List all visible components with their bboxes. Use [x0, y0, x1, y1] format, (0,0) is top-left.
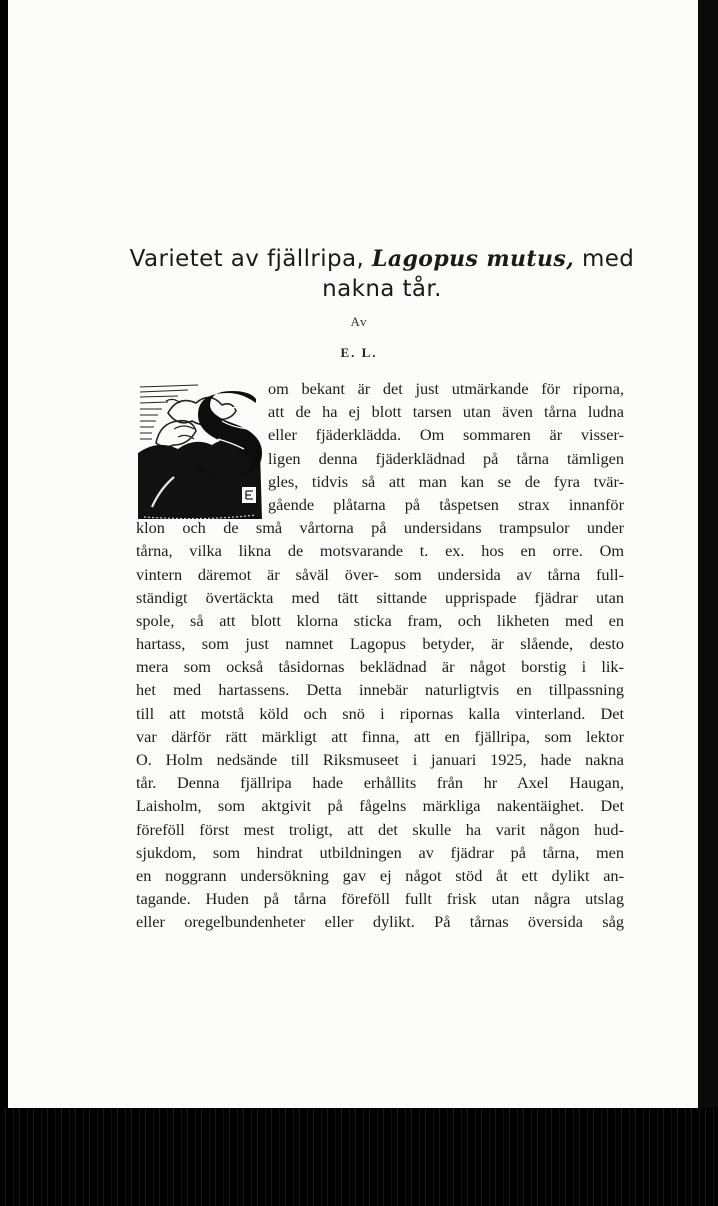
body-line: gående plåtarna på tåspetsen strax innanför [268, 494, 624, 514]
byline-prefix: Av [350, 314, 368, 329]
title-part2: med [574, 246, 635, 272]
body-line: O. Holm nedsände till Riksmuseet i januari 1925, hade nakna [136, 750, 624, 769]
body-line: eller fjäderklädda. Om sommaren är visser- [268, 425, 624, 445]
body-line: het med hartassens. Detta innebär naturligtvis en tillpassning [136, 680, 624, 700]
body-line: sjukdom, som hindrat utbildningen av fjädrar på tårna, men [136, 842, 624, 862]
body-line: om bekant är det just utmärkande för riporna, [268, 379, 624, 398]
title-part1: Varietet av fjällripa, [129, 246, 372, 272]
body-line: gles, tidvis så att man kan se de fyra tvär- [268, 471, 624, 491]
body-line: tagande. Huden på tårna föreföll fullt frisk utan några utslag [136, 889, 624, 909]
title-line2: nakna tår. [322, 276, 442, 302]
body-line: en noggrann undersökning gav ej något stöd åt ett dylikt an- [136, 865, 624, 885]
body-line: till att motstå köld och snö i ripornas kalla vinterland. Det [136, 703, 624, 723]
title-latin-name: Lagopus mutus, [371, 246, 575, 272]
body-line: spole, så att blott klorna sticka fram, och likheten med en [136, 610, 624, 630]
body-line: tår. Denna fjällripa hade erhållits från hr Axel Haugan, [136, 773, 624, 793]
body-line: vintern däremot är såväl över- som undersida av tårna full- [136, 564, 624, 584]
body-line: eller oregelbundenheter eller dylikt. På tårnas översida såg [136, 912, 624, 932]
body-line: klon och de små vårtorna på undersidans trampsulor under [136, 518, 624, 538]
scan-edge-bottom [0, 1108, 718, 1206]
body-line: tårna, vilka likna de motsvarande t. ex. hos en orre. Om [136, 541, 624, 561]
body-line: ständigt övertäckta med tätt sittande upprispade fjädrar utan [136, 587, 624, 607]
article-title [120, 244, 644, 304]
body-line: föreföll först mest troligt, att det skulle ha varit någon hud- [136, 819, 624, 839]
body-line: ligen denna fjäderklädnad på tårna tämligen [268, 448, 624, 468]
body-line: mera som också tåsidornas beklädnad är något borstig i lik- [136, 657, 624, 677]
body-line: hartass, som just namnet Lagopus betyder, är slående, desto [136, 634, 624, 654]
body-line: Laisholm, som aktgivit på fågelns märkliga nakentäighet. Det [136, 796, 624, 816]
scan-edge-right [698, 0, 718, 1108]
body-line: att de ha ej blott tarsen utan även tårna ludna [268, 402, 624, 422]
byline-author: E. L. [340, 345, 378, 360]
body-line: var därför rätt märkligt att finna, att en fjällripa, som lektor [136, 726, 624, 746]
article-body [136, 377, 624, 934]
